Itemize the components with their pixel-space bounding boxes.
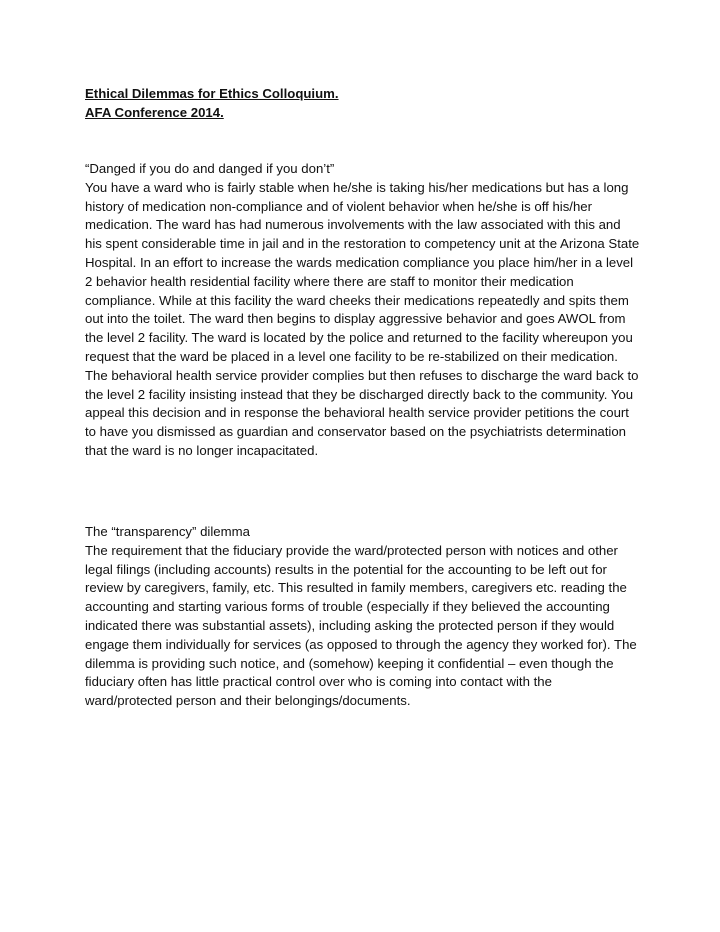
- dilemma-title-2: The “transparency” dilemma: [85, 524, 250, 539]
- document-title: Ethical Dilemmas for Ethics Colloquium.: [85, 86, 339, 101]
- dilemma-body-2: The requirement that the fiduciary provide the ward/protected person with notices and other legal filings (including accounts) results in the potential for the accounting to be left out for review by caregivers, family, etc. This resulted in family members, caregivers etc. reading the accounting and starting various forms of trouble (especially if they believed the accounting indicated there was substantial assets), including asking the protected person if they would engage them individually for services (as opposed to through the agency they worked for). The dilemma is providing such notice, and (somehow) keeping it confidential – even though the fiduciary often has little practical control over who is coming into contact with the ward/protected person and their belongings/documents.: [85, 542, 637, 709]
- dilemma-title-1: “Danged if you do and danged if you don’t”: [85, 161, 335, 176]
- dilemma-section-1: [85, 160, 640, 461]
- dilemma-section-2: [85, 523, 640, 711]
- dilemma-body-1: You have a ward who is fairly stable when he/she is taking his/her medications but has a long history of medication non-compliance and of violent behavior when he/she is off his/her medication. The ward has had numerous involvements with the law associated with this and his spent considerable time in jail and in the restoration to competency unit at the Arizona State Hospital. In an effort to increase the wards medication compliance you place him/her in a level 2 behavior health residential facility where there are staff to monitor their medication compliance. While at this facility the ward cheeks their medications repeatedly and spits them out into the toilet. The ward then begins to display aggressive behavior and goes AWOL from the level 2 facility. The ward is located by the police and returned to the facility whereupon you request that the ward be placed in a level one facility to be re-stabilized on their medication. The behavioral health service provider complies but then refuses to discharge the ward back to the level 2 facility insisting instead that they be discharged directly back to the community. You appeal this decision and in response the behavioral health service provider petitions the court to have you dismissed as guardian and conservator based on the psychiatrists determination that the ward is no longer incapacitated.: [85, 179, 640, 458]
- document-subtitle: AFA Conference 2014.: [85, 104, 224, 120]
- document-page: [85, 85, 640, 709]
